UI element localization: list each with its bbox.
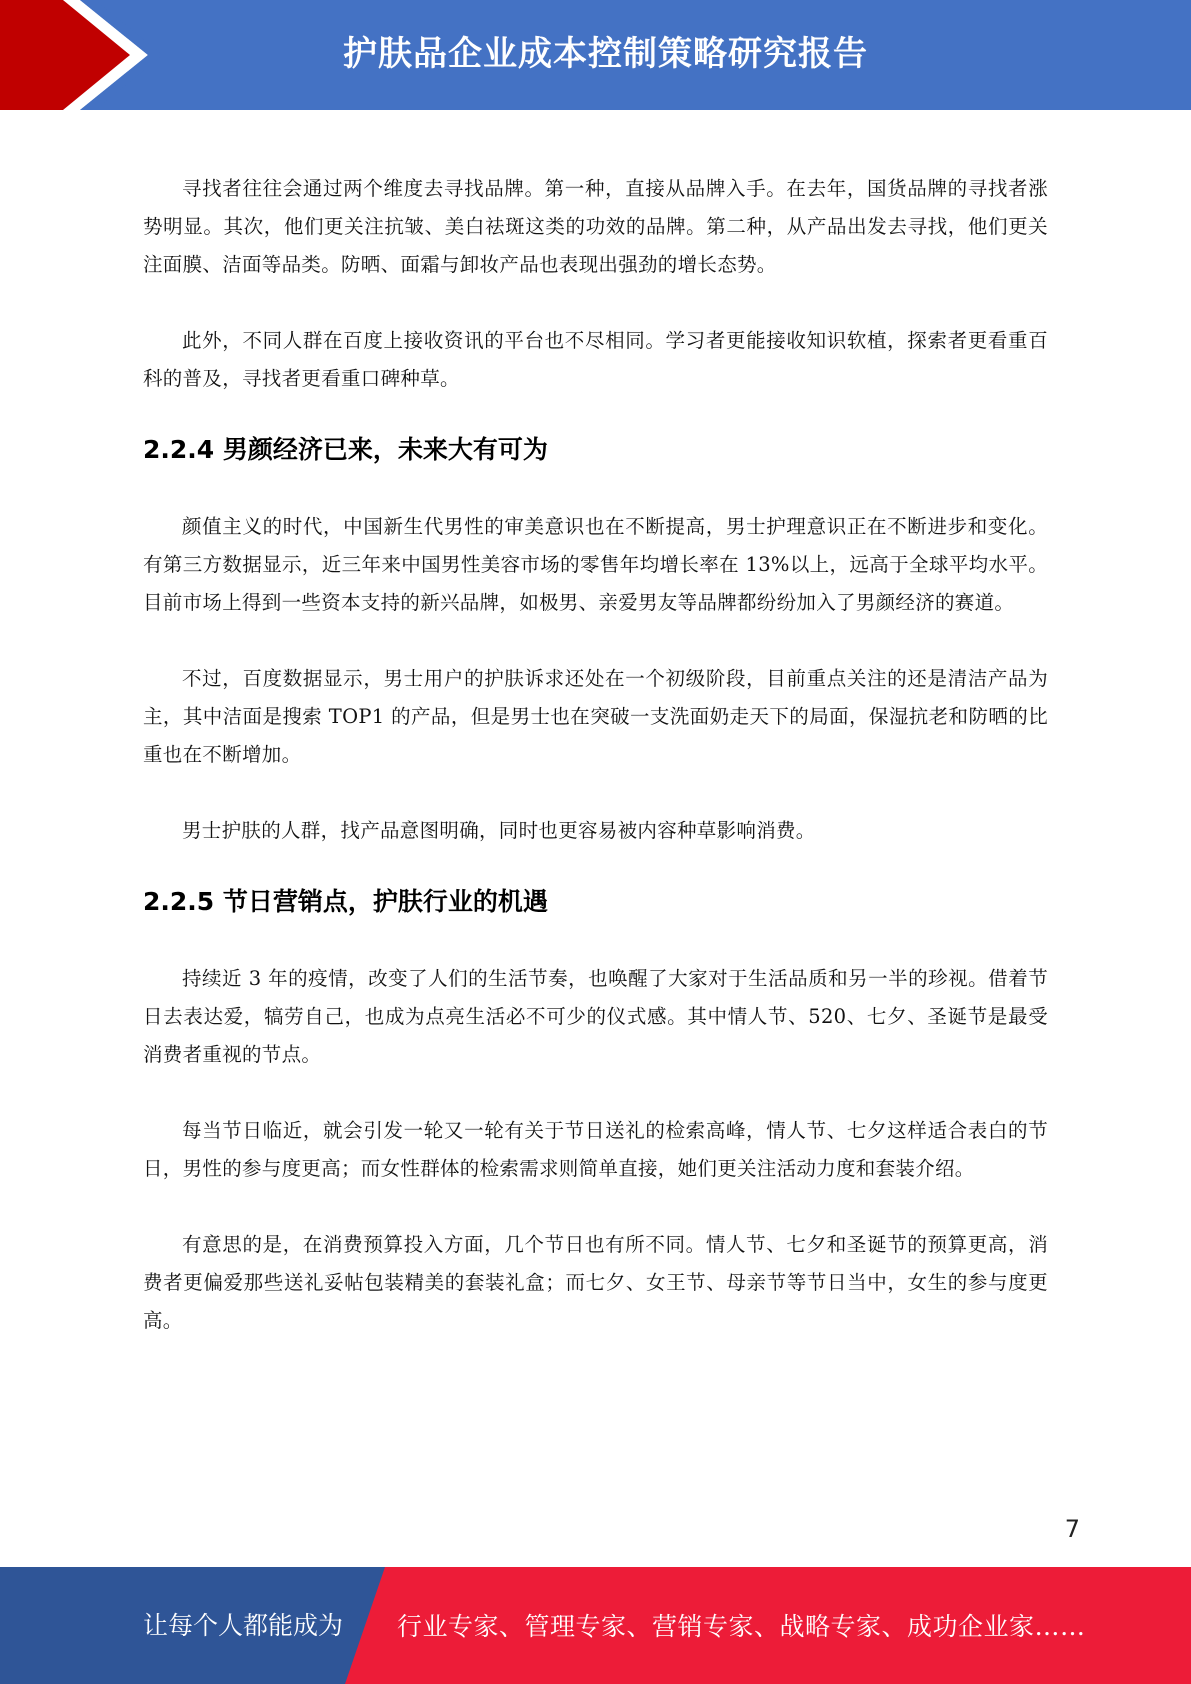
footer-slogan-right: 行业专家、管理专家、营销专家、战略专家、成功企业家…… [397,1612,1086,1641]
section-heading-2-2-5: 2.2.5 节日营销点，护肤行业的机遇 [143,887,548,916]
paragraph-festivals: 持续近 3 年的疫情，改变了人们的生活节奏，也唤醒了大家对于生活品质和另一半的珍视。借着节日去表达爱，犒劳自己，也成为点亮生活必不可少的仪式感。其中情人节、520、七夕、圣诞节是最受消费者重视的节点。 [143,967,1048,1066]
footer-slogan-left: 让每个人都能成为 [143,1611,344,1640]
paragraph-platforms: 此外，不同人群在百度上接收资讯的平台也不尽相同。学习者更能接收知识软植，探索者更看重百科的普及，寻找者更看重口碑种草。 [143,329,1048,390]
document-body [143,170,1048,1340]
page-header [0,0,1191,110]
paragraph-male-beauty: 颜值主义的时代，中国新生代男性的审美意识也在不断提高，男士护理意识正在不断进步和变化。有第三方数据显示，近三年来中国男性美容市场的零售年均增长率在 13%以上，远高于全球平均水平。目前市场上得到一些资本支持的新兴品牌，如极男、亲爱男友等品牌都纷纷加入了男颜经济的赛道。 [143,515,1048,614]
paragraph-male-skincare-demand: 不过，百度数据显示，男士用户的护肤诉求还处在一个初级阶段，目前重点关注的还是清洁产品为主，其中洁面是搜索 TOP1 的产品，但是男士也在突破一支洗面奶走天下的局面，保湿抗老和防晒的比重也在不断增加。 [143,667,1048,766]
report-title: 护肤品企业成本控制策略研究报告 [343,34,868,74]
paragraph-gift-search: 每当节日临近，就会引发一轮又一轮有关于节日送礼的检索高峰，情人节、七夕这样适合表白的节日，男性的参与度更高；而女性群体的检索需求则简单直接，她们更关注活动力度和套装介绍。 [143,1119,1048,1180]
section-heading-2-2-4: 2.2.4 男颜经济已来，未来大有可为 [143,435,548,464]
page-number: 7 [1064,1515,1080,1543]
paragraph-male-intent: 男士护肤的人群，找产品意图明确，同时也更容易被内容种草影响消费。 [182,819,816,842]
page-footer [0,1567,1191,1684]
paragraph-budget: 有意思的是，在消费预算投入方面，几个节日也有所不同。情人节、七夕和圣诞节的预算更高，消费者更偏爱那些送礼妥帖包装精美的套装礼盒；而七夕、女王节、母亲节等节日当中，女生的参与度更高。 [143,1233,1048,1332]
paragraph-seekers: 寻找者往往会通过两个维度去寻找品牌。第一种，直接从品牌入手。在去年，国货品牌的寻找者涨势明显。其次，他们更关注抗皱、美白祛斑这类的功效的品牌。第二种，从产品出发去寻找，他们更关注面膜、洁面等品类。防晒、面霜与卸妆产品也表现出强劲的增长态势。 [143,177,1048,276]
